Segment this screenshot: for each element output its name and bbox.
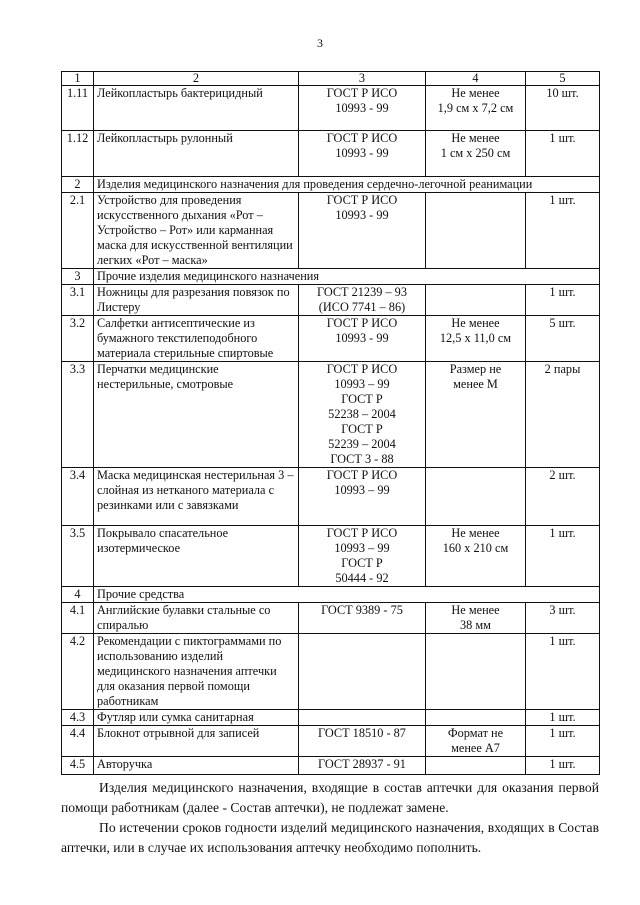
section-row — [62, 177, 600, 193]
column-number: 2 — [94, 72, 299, 86]
table-row — [62, 526, 600, 587]
item-standard: ГОСТ 28937 - 91 — [299, 757, 426, 775]
row-number: 4 — [62, 587, 94, 603]
table-row — [62, 193, 600, 269]
item-size — [426, 710, 526, 726]
item-quantity: 1 шт. — [526, 726, 600, 757]
item-standard: ГОСТ Р ИСО 10993 – 99 ГОСТ Р 50444 - 92 — [299, 526, 426, 587]
table-row — [62, 726, 600, 757]
table-row — [62, 710, 600, 726]
item-quantity: 2 пары — [526, 362, 600, 468]
section-row — [62, 269, 600, 285]
item-name: Перчатки медицинские нестерильные, смотровые — [94, 362, 299, 468]
row-number: 4.5 — [62, 757, 94, 775]
section-title: Прочие средства — [94, 587, 600, 603]
section-title: Изделия медицинского назначения для проведения сердечно-легочной реанимации — [94, 177, 600, 193]
item-standard: ГОСТ Р ИСО 10993 – 99 — [299, 468, 426, 526]
footer-paragraph-2 — [61, 818, 599, 858]
row-number: 3.3 — [62, 362, 94, 468]
row-number: 1.12 — [62, 131, 94, 177]
item-standard: ГОСТ 9389 - 75 — [299, 603, 426, 634]
item-size — [426, 468, 526, 526]
row-number: 4.3 — [62, 710, 94, 726]
column-number: 5 — [526, 72, 600, 86]
item-size: Не менее 1,9 см х 7,2 см — [426, 86, 526, 131]
item-standard: ГОСТ 18510 - 87 — [299, 726, 426, 757]
item-quantity: 1 шт. — [526, 193, 600, 269]
page-number: 3 — [317, 36, 323, 50]
item-standard: ГОСТ Р ИСО 10993 - 99 — [299, 131, 426, 177]
footer-text: Изделия медицинского назначения, входящие в состав аптечки для оказания первой помощи работникам (далее - Состав аптечки), не подлежат замене. — [61, 780, 599, 815]
footer-paragraph-1 — [61, 778, 599, 818]
item-quantity: 10 шт. — [526, 86, 600, 131]
item-size — [426, 634, 526, 710]
item-quantity: 5 шт. — [526, 316, 600, 362]
table-row — [62, 316, 600, 362]
row-number: 3.2 — [62, 316, 94, 362]
row-number: 2 — [62, 177, 94, 193]
table-row — [62, 634, 600, 710]
row-number: 3.1 — [62, 285, 94, 316]
item-standard: ГОСТ Р ИСО 10993 - 99 — [299, 86, 426, 131]
item-quantity: 1 шт. — [526, 634, 600, 710]
item-size: Формат не менее А7 — [426, 726, 526, 757]
item-name: Блокнот отрывной для записей — [94, 726, 299, 757]
item-size — [426, 285, 526, 316]
item-quantity: 1 шт. — [526, 710, 600, 726]
item-name: Ножницы для разрезания повязок по Листеру — [94, 285, 299, 316]
medical-kit-table — [61, 71, 600, 775]
item-size: Не менее 160 х 210 см — [426, 526, 526, 587]
item-standard — [299, 710, 426, 726]
item-quantity: 3 шт. — [526, 603, 600, 634]
item-size: Не менее 1 см х 250 см — [426, 131, 526, 177]
table-row — [62, 757, 600, 775]
column-number: 1 — [62, 72, 94, 86]
item-size — [426, 193, 526, 269]
item-name: Лейкопластырь рулонный — [94, 131, 299, 177]
column-number-row — [62, 72, 600, 86]
item-size: Размер не менее М — [426, 362, 526, 468]
row-number: 3.4 — [62, 468, 94, 526]
table-row — [62, 603, 600, 634]
item-name: Английские булавки стальные со спиралью — [94, 603, 299, 634]
item-quantity: 1 шт. — [526, 285, 600, 316]
item-name: Рекомендации с пиктограммами по использованию изделий медицинского назначения аптечки для оказания первой помощи работникам — [94, 634, 299, 710]
item-standard: ГОСТ Р ИСО 10993 - 99 — [299, 316, 426, 362]
item-quantity: 2 шт. — [526, 468, 600, 526]
row-number: 4.1 — [62, 603, 94, 634]
item-quantity: 1 шт. — [526, 757, 600, 775]
column-number: 3 — [299, 72, 426, 86]
row-number: 3 — [62, 269, 94, 285]
table-row — [62, 362, 600, 468]
item-quantity: 1 шт. — [526, 526, 600, 587]
item-size: Не менее 12,5 х 11,0 см — [426, 316, 526, 362]
item-name: Салфетки антисептические из бумажного текстилеподобного материала стерильные спиртовые — [94, 316, 299, 362]
table-row — [62, 468, 600, 526]
item-standard — [299, 634, 426, 710]
item-size — [426, 757, 526, 775]
section-row — [62, 587, 600, 603]
row-number: 4.2 — [62, 634, 94, 710]
item-size: Не менее 38 мм — [426, 603, 526, 634]
item-standard: ГОСТ Р ИСО 10993 – 99 ГОСТ Р 52238 – 2004 ГОСТ Р 52239 – 2004 ГОСТ 3 - 88 — [299, 362, 426, 468]
item-quantity: 1 шт. — [526, 131, 600, 177]
row-number: 1.11 — [62, 86, 94, 131]
item-name: Лейкопластырь бактерицидный — [94, 86, 299, 131]
row-number: 2.1 — [62, 193, 94, 269]
item-name: Устройство для проведения искусственного дыхания «Рот – Устройство – Рот» или карманная маска для искусственной вентиляции легких «Рот – маска» — [94, 193, 299, 269]
row-number: 3.5 — [62, 526, 94, 587]
table-row — [62, 131, 600, 177]
item-name: Маска медицинская нестерильная 3 – слойная из нетканого материала с резинками или с завязками — [94, 468, 299, 526]
table-row — [62, 285, 600, 316]
footer-text: По истечении сроков годности изделий медицинского назначения, входящих в Состав аптечки, или в случае их использования аптечку необходимо пополнить. — [61, 820, 599, 855]
section-title: Прочие изделия медицинского назначения — [94, 269, 600, 285]
item-name: Футляр или сумка санитарная — [94, 710, 299, 726]
row-number: 4.4 — [62, 726, 94, 757]
table-row — [62, 86, 600, 131]
item-standard: ГОСТ Р ИСО 10993 - 99 — [299, 193, 426, 269]
item-name: Авторучка — [94, 757, 299, 775]
item-name: Покрывало спасательное изотермическое — [94, 526, 299, 587]
column-number: 4 — [426, 72, 526, 86]
item-standard: ГОСТ 21239 – 93 (ИСО 7741 – 86) — [299, 285, 426, 316]
